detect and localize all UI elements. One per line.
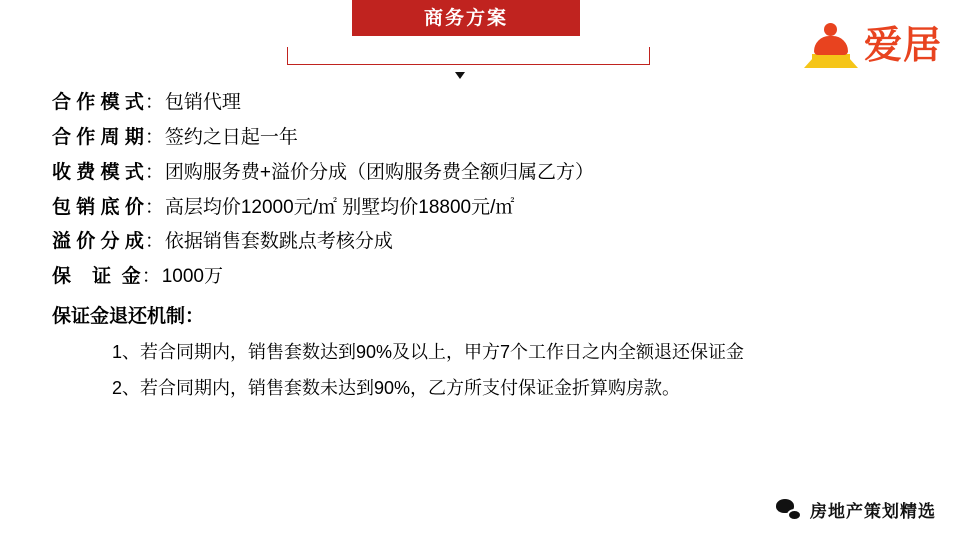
detail-label: 收 费 模 式 — [52, 161, 144, 183]
slide-title-banner — [352, 0, 580, 36]
brand-logo-text: 爱居 — [863, 25, 942, 67]
footer-watermark — [776, 497, 936, 522]
detail-label: 合 作 周 期 — [52, 126, 144, 148]
title-rule-right-tick — [649, 47, 650, 65]
footer-text: 房地产策划精选 — [810, 502, 936, 521]
detail-value: 依据销售套数跳点考核分成 — [164, 231, 393, 253]
title-rule-left-tick — [287, 47, 288, 65]
slide-content — [52, 92, 912, 413]
wechat-icon — [776, 499, 802, 521]
page-title: 商务方案 — [423, 7, 508, 29]
detail-row — [52, 162, 912, 184]
detail-row — [52, 266, 912, 288]
detail-value: 团购服务费+溢价分成（团购服务费全额归属乙方） — [164, 161, 594, 183]
detail-colon: ： — [144, 126, 164, 148]
detail-label: 保 证 金 — [52, 266, 141, 288]
detail-colon: ： — [144, 161, 164, 183]
mechanism-heading: 保证金退还机制： — [52, 306, 205, 328]
detail-value: 包销代理 — [164, 92, 241, 113]
detail-colon: ： — [144, 231, 164, 253]
detail-value: 高层均价12000元/㎡ 别墅均价18800元/㎡ — [164, 196, 515, 218]
detail-colon: ： — [141, 266, 161, 288]
brand-logo — [804, 22, 942, 70]
detail-label: 溢 价 分 成 — [52, 231, 144, 253]
detail-row — [52, 92, 912, 114]
mechanism-item: 1、若合同期内，销售套数达到90%及以上，甲方7个工作日之内全额退还保证金 — [112, 342, 745, 363]
detail-row — [52, 127, 912, 149]
house-person-icon — [804, 22, 858, 70]
title-underline — [287, 64, 650, 65]
detail-colon: ： — [144, 92, 164, 113]
detail-row — [52, 197, 912, 219]
detail-label: 合 作 模 式 — [52, 92, 144, 113]
detail-row — [52, 231, 912, 253]
detail-label: 包 销 底 价 — [52, 196, 144, 218]
detail-value: 签约之日起一年 — [164, 126, 298, 148]
triangle-marker-icon — [455, 72, 465, 79]
mechanism-item: 2、若合同期内，销售套数未达到90%，乙方所支付保证金折算购房款。 — [112, 377, 681, 398]
detail-value: 1000万 — [161, 266, 223, 288]
detail-colon: ： — [144, 196, 164, 218]
